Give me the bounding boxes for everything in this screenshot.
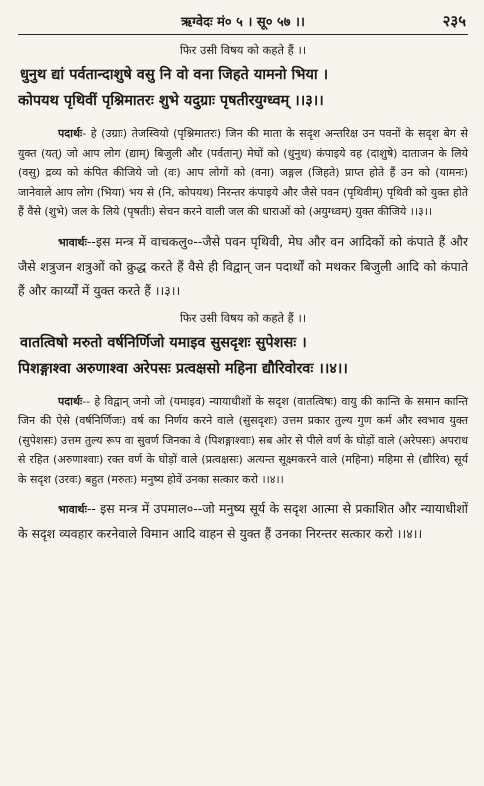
bhavartha-text: -- इस मन्त्र में उपमाल०--जो मनुष्य सूर्य के सदृश आत्मा से प्रकाशित और न्यायाधीशों के सदृश व्यवहार करनेवाले विमान आदि वाहन से युक्त हैं उनका निरन्तर सत्कार करो ।।४।। [18, 501, 468, 541]
section-intro: फिर उसी विषय को कहते हैं ।। [179, 43, 307, 57]
padartha-paragraph [18, 124, 468, 222]
running-header [18, 10, 468, 35]
verse-line: धुनुथ द्यां पर्वतान्दाशुषे वसु नि वो वना जिहते यामनो भिया । [20, 66, 329, 83]
padartha-text: - हे (उग्राः) तेजस्वियो (पृश्निमातरः) जिन की माता के सदृश अन्तरिक्ष उन पवनों के सदृश बेग से युक्त (यत्) जो आप लोग (द्याम्) बिजुली और (पर्वतान्) मेघों को (धुनुथ) कंपाइये वह (दाशुषे) दाताजन के लिये (वसु) द्रव्य को कंपित कीजिये जो (वः) आप लोगों को (वना) जङ्गल (जिहते) प्राप्त होते हैं उन को (यामनः) जानेवाले आप लोग (भिया) भय से (नि, कोपयथ) निरन्तर कंपाइये और जैसे पवन (पृथिवीम्) पृथिवी को युक्त होते हैं वैसे (शुभे) जल के लिये (पृषतीः) सेचन करने वाली जल की धाराओं को (अयुग्ध्वम्) युक्त कीजिये ।।३।। [18, 127, 468, 218]
bhavartha-label: भावार्थः [58, 503, 87, 516]
padartha-label: पदार्थः [58, 127, 83, 140]
section-intro: फिर उसी विषय को कहते हैं ।। [179, 310, 307, 325]
padartha-label: पदार्थः [58, 394, 83, 408]
running-title: ऋग्वेदः मं० ५ । सू० ५७ ।। [181, 15, 305, 30]
verse-line: वातत्विषो मरुतो वर्षनिर्णिजो यमाइव सुसदृशः सुपेशसः । [20, 333, 307, 351]
bhavartha-text: --इस मन्त्र में वाचकलु०--जैसे पवन पृथिवी, मेघ और वन आदिकों को कंपाते हैं और जैसे शत्रुजन शत्रुओं को क्रुद्ध करते हैं वैसे ही विद्वान् जन पदार्थों को मथकर बिजुली आदि को कंपाते हैं और कार्य्यों में युक्त करते हैं ।।३।। [18, 233, 468, 298]
verse-line: पिशङ्गाश्वा अरुणाश्वा अरेपसः प्रत्वक्षसो महिना द्यौरिवोरवः ।।४।। [18, 359, 348, 377]
bhavartha-paragraph [18, 497, 468, 546]
page-number: २३५ [442, 12, 466, 30]
padartha-text: -- हे विद्वान् जनो जो (यमाइव) न्यायाधीशों के सदृश (वातत्विषः) वायु की कान्ति के समान कान्ति जिन की ऐसे (वर्षनिर्णिजः) वर्ष का निर्णय करने वाले (सुसदृशः) उत्तम प्रकार तुल्य गुण कर्म और स्वभाव युक्त (सुपेशसः) उत्तम तुल्य रूप वा सुवर्ण जिनका वे (पिशङ्गाश्वाः) सब ओर से पीले वर्ण के घोड़ों वाले (अरेपसः) अपराध से रहित (अरुणाश्वाः) रक्त वर्ण के घोड़ों वाले (प्रत्वक्षसः) अत्यन्त सूक्ष्मकरने वाले (महिना) महिमा से (द्यौरिव) सूर्य के सदृश (उरवः) बहुत (मरुतः) मनुष्य होवें उनका सत्कार करो ।।४।। [18, 394, 468, 486]
bhavartha-paragraph [18, 230, 468, 303]
bhavartha-label: भावार्थः [58, 235, 87, 249]
padartha-paragraph [18, 392, 468, 490]
mantra-3-section [18, 43, 468, 303]
mantra-4-section [18, 311, 468, 547]
verse-line: कोपयथ पृथिवीं पृश्निमातरः शुभे यदुग्राः पृषतीरयुग्ध्वम् ।।३।। [18, 92, 324, 109]
